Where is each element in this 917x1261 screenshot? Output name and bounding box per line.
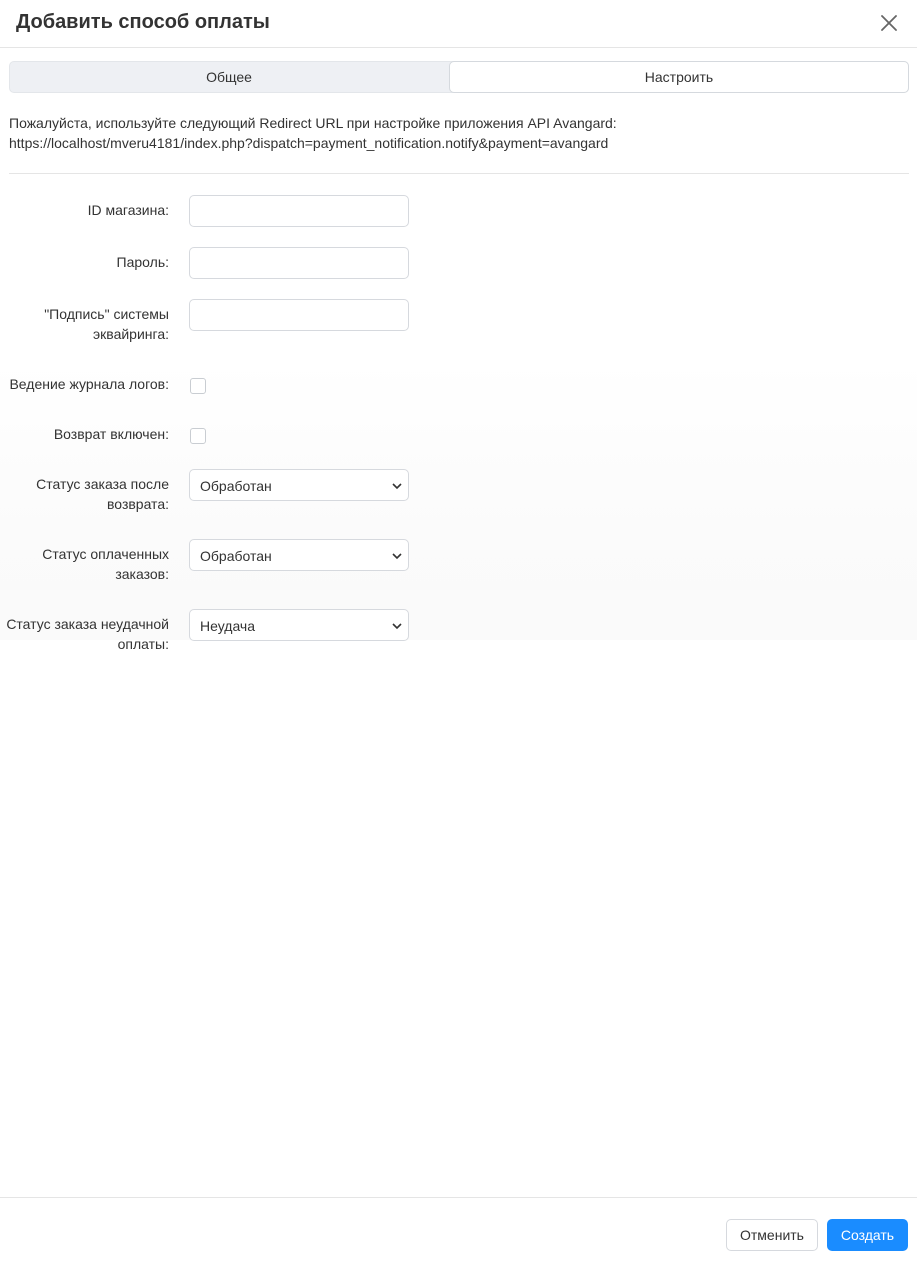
chevron-down-icon <box>392 551 402 561</box>
status-after-refund-select[interactable] <box>189 469 409 501</box>
shop-id-input[interactable] <box>189 195 409 227</box>
create-button[interactable]: Создать <box>827 1219 908 1251</box>
dialog-footer <box>0 1197 917 1261</box>
refund-label: Возврат включен: <box>53 426 169 442</box>
status-after-refund-label: Статус заказа после возврата: <box>36 476 169 512</box>
redirect-url-notice <box>9 113 909 153</box>
status-failed-value: Неудача <box>200 618 256 634</box>
logging-label: Ведение журнала логов: <box>9 376 169 392</box>
status-paid-select[interactable] <box>189 539 409 571</box>
chevron-down-icon <box>392 481 402 491</box>
tab-bar <box>9 61 909 93</box>
redirect-url: https://localhost/mveru4181/index.php?dispatch=payment_notification.notify&payment=avangard <box>9 135 609 151</box>
password-label: Пароль: <box>116 254 169 270</box>
cancel-button[interactable]: Отменить <box>726 1219 818 1251</box>
refund-checkbox[interactable] <box>190 428 206 444</box>
status-failed-label: Статус заказа неудачной оплаты: <box>6 616 169 652</box>
status-paid-label: Статус оплаченных заказов: <box>42 546 169 582</box>
divider <box>9 173 909 174</box>
tab-configure[interactable]: Настроить <box>449 61 909 93</box>
status-after-refund-value: Обработан <box>200 478 272 494</box>
tab-general[interactable]: Общее <box>206 69 252 85</box>
password-input[interactable] <box>189 247 409 279</box>
dialog-title: Добавить способ оплаты <box>16 11 270 33</box>
logging-checkbox[interactable] <box>190 378 206 394</box>
shop-id-label: ID магазина: <box>87 202 169 218</box>
notice-text: Пожалуйста, используйте следующий Redirect URL при настройке приложения API Avangard: <box>9 115 617 131</box>
status-failed-select[interactable] <box>189 609 409 641</box>
signature-label: "Подпись" системы эквайринга: <box>44 306 169 342</box>
status-paid-value: Обработан <box>200 548 272 564</box>
signature-input[interactable] <box>189 299 409 331</box>
chevron-down-icon <box>392 621 402 631</box>
dialog-header <box>0 0 917 48</box>
close-icon[interactable] <box>876 10 902 36</box>
